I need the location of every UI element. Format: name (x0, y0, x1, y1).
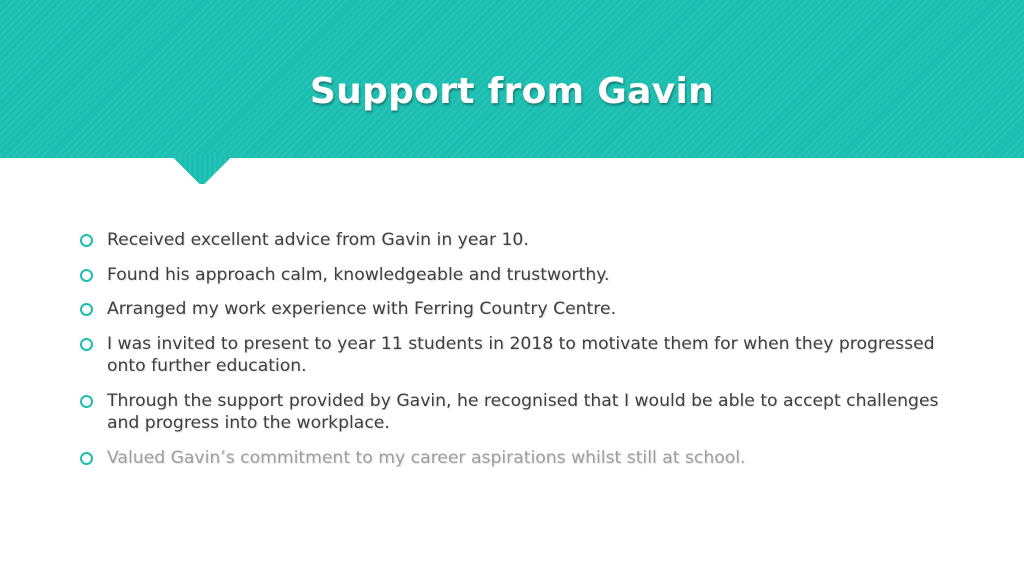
bullet-item (78, 229, 958, 252)
bullet-text: I was invited to present to year 11 students in 2018 to motivate them for when they progressed onto further education. (107, 333, 935, 376)
bullet-item (78, 390, 958, 435)
hollow-circle-icon (80, 395, 93, 408)
slide-title: Support from Gavin (309, 71, 715, 112)
bullet-list (78, 229, 958, 481)
bullet-item (78, 264, 958, 287)
bullet-text: Valued Gavin’s commitment to my career aspirations whilst still at school. (107, 447, 746, 468)
hollow-circle-icon (80, 452, 93, 465)
bullet-text: Received excellent advice from Gavin in year 10. (107, 230, 529, 250)
bullet-item (78, 333, 958, 378)
bullet-item (78, 298, 958, 321)
bullet-text: Found his approach calm, knowledgeable and trustworthy. (107, 264, 610, 285)
banner-notch (169, 154, 235, 184)
bullet-text: Through the support provided by Gavin, he recognised that I would be able to accept challenges and progress into the workplace. (107, 390, 939, 433)
bullet-text: Arranged my work experience with Ferring Country Centre. (107, 299, 617, 319)
bullet-item (78, 447, 958, 470)
hollow-circle-icon (80, 303, 93, 316)
hollow-circle-icon (80, 234, 93, 247)
hollow-circle-icon (80, 338, 93, 351)
hollow-circle-icon (80, 269, 93, 282)
